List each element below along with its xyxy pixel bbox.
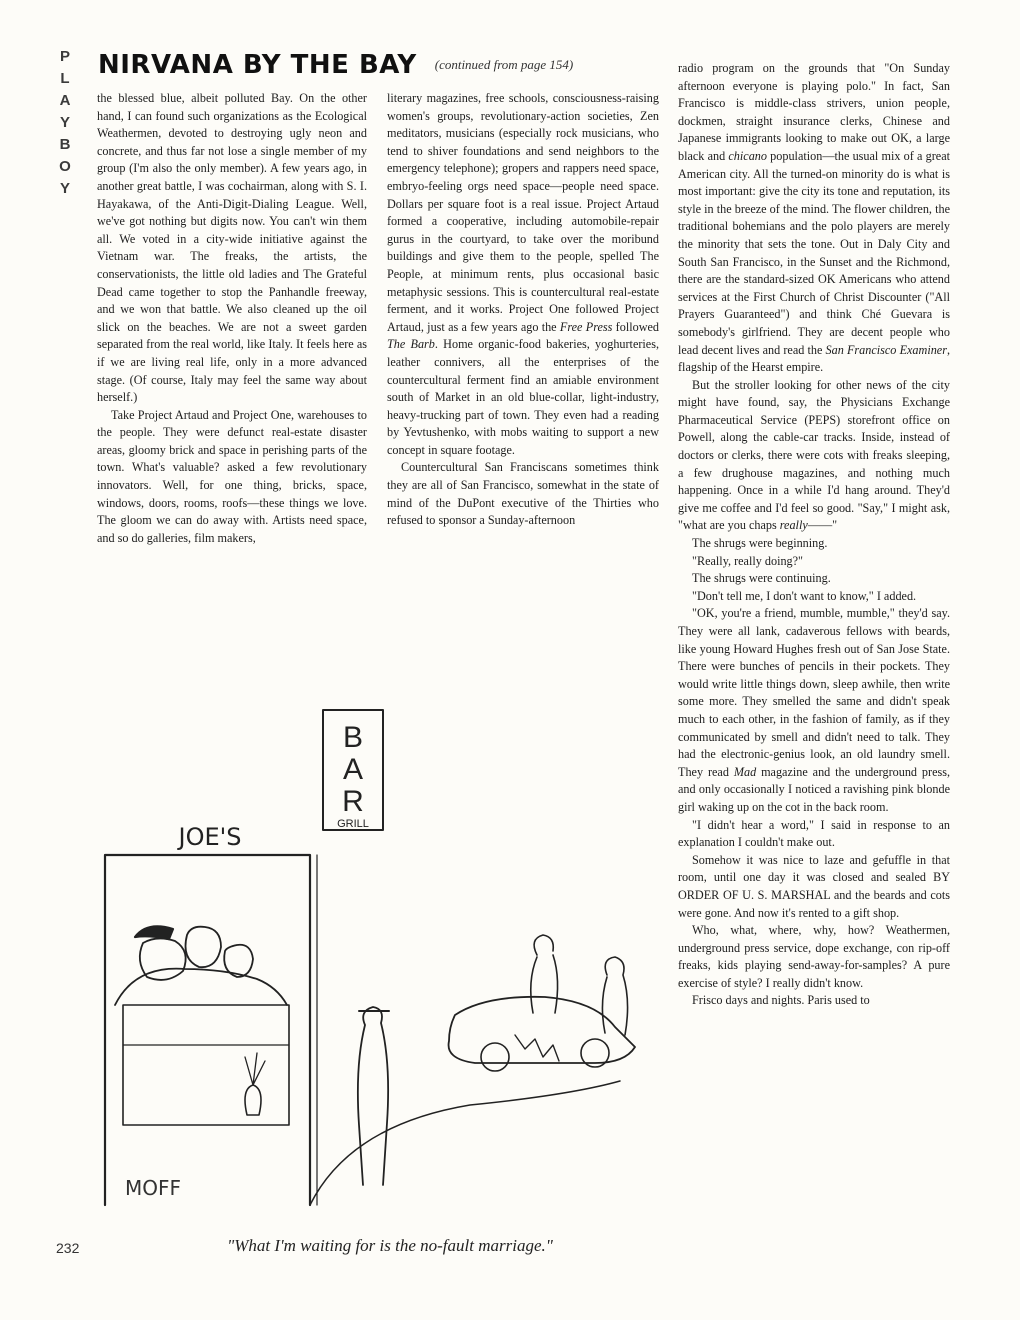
joes-sign: JOE'S: [178, 823, 242, 851]
standing-man: [358, 1007, 388, 1185]
text-column-1: [97, 90, 367, 547]
paragraph: literary magazines, free schools, consciousness-raising women's groups, revolutionary-action societies, Zen meditators, musicians (especially rock musicians, who tend to shiver foundations and send neighbors to the emergency telephone); gropers and rappers need space, embryo-feeling orgs need space—people need space. Dollars per square foot is a real issue. Project Artaud formed a cooperative, including automobile-repair gurus in the courtyard, to take over the moribund buildings and give them to the people, spelled The People, at minimum rents, plus occasional basic metaphysic sessions. This is countercultural real-estate ferment, and it works. Project One followed Project Artaud, just as a few years ago the Free Press followed The Barb. Home organic-food bakeries, yoghurteries, leather connivers, all the enterprises of the countercultural ferment find an amiable environment south of Market in an old blue-collar, light-industry, heavy-trucking part of town. They even had a reading by Yevtushenko, with mobs waiting to support a new concept in square footage.: [387, 91, 660, 457]
paragraph: "Don't tell me, I don't want to know," I added.: [692, 588, 917, 603]
building-wall: [105, 855, 310, 1205]
masthead-letter: O: [59, 158, 71, 175]
paragraph: But the stroller looking for other news of the city might have found, say, the Physicians Exchange Pharmaceutical Service (PEPS) storefront office on Powell, along the cable-car tracks. Inside, instead of doctors or clerks, there were cots with freaks sleeping, a few drughouse magazines, and nothing much happening. Once in a while I'd hang around. They'd give me coffee and I'd feel so good. "Say," I might ask, "what are you chaps really——": [678, 377, 950, 533]
page-number: 232: [56, 1240, 80, 1256]
car-owner: [531, 935, 558, 1013]
magazine-masthead-vertical: [56, 46, 74, 200]
masthead-letter: L: [60, 70, 70, 87]
bar-patron: [186, 927, 222, 967]
paragraph: Take Project Artaud and Project One, warehouses to the people. They were defunct real-estate disaster areas, gloomy brick and space in perishing parts of the town. What's valuable? asked a few revolutionary innovators. Well, for one thing, bricks, space, windows, doors, rooms, roofs—these things we love. The gloom we can do away with. Artists need space, and so do galleries, film makers,: [97, 407, 367, 545]
car-owner: [602, 957, 627, 1035]
sidewalk-curb: [310, 1081, 620, 1205]
continued-note: (continued from page 154): [434, 57, 574, 72]
paragraph: Countercultural San Franciscans sometimes think they are all of San Francisco, somewhat in the state of mind of the DuPont executive of the Thirties who refused to sponsor a Sunday-afternoon: [387, 460, 659, 528]
article-title: NIRVANA BY THE BAY: [98, 50, 417, 80]
bar-sign-letter: R: [342, 785, 364, 818]
grill-sign: GRILL: [337, 818, 369, 830]
masthead-letter: P: [59, 48, 70, 65]
text-column-3: [678, 60, 950, 1010]
window: [123, 1005, 289, 1125]
cartoon-caption: "What I'm waiting for is the no-fault marriage.": [227, 1236, 553, 1255]
paragraph: the blessed blue, albeit polluted Bay. On the other hand, I can found such organizations as the Ecological Weathermen, devoted to destroying ugly neon and concrete, and thus far not lose a single member of my group (I'm also the only member). A few years ago, in another great battle, I was cochairman, along with S. I. Hayakawa, of the Anti-Digit-Dialing League. Well, we've got nothing but digits now. You can't win them all. We voted in a city-wide initiative against the Vietnam war. The freaks, the artists, the conservationists, the little old ladies and The Grateful Dead came together to stop the Panhandle freeway, and we won that battle. We also cleaned up the oil slick on the beaches. We are not a sweet garden separated from the real world, like Italy. It feels here as if we are living real life, only in a more advanced stage. (Of course, Italy may feel the same way about herself.): [97, 91, 367, 405]
masthead-letter: B: [59, 136, 71, 153]
flower-vase: [245, 1085, 261, 1115]
paragraph: "Really, really doing?": [692, 553, 804, 568]
bar-sign-letter: B: [342, 721, 364, 754]
paragraph: "I didn't hear a word," I said in response to an explanation I couldn't make out.: [678, 817, 950, 850]
bar-sign-letter: A: [342, 753, 364, 786]
paragraph: radio program on the grounds that "On Sunday afternoon everyone is playing polo." In fact, San Francisco is middle-class strivers, union people, dockmen, straight insurance clerks, Chinese and Japanese immigrants looking to make out OK, a large black and chicano population—the usual mix of a great American city. All the turned-on minority do is what is most important: give the city its tone and reputation, its style in the breeze of the mind. The flower children, the traditional bohemians and the polo players are merely the minority that sets the tone. Out in Daly City and South San Francisco, in the Sunset and the Richmond, there are the standard-sized OK Americans who attend services at the First Church of Christ Discounter ("All Prayers Guaranteed") and think Ché Guevara is somebody's girlfriend. They are decent people who lead decent lives and read the San Francisco Examiner, flagship of the Hearst empire.: [678, 61, 950, 375]
paragraph: "OK, you're a friend, mumble, mumble," they'd say. They were all lank, cadaverous fellows with beards, like young Howard Hughes fresh out of San Jose State. There were bunches of pencils in their pockets. They would write little things down, sleep awhile, then write some more. They smelled the same and didn't speak much to each other, in the fashion of family, as if they communicated by smell and didn't need to talk. They had the electronic-genius look, an old laundry smell. They read Mad magazine and the underground press, and only occasionally I noticed a ravishing pink blonde girl waking up on the cot in the back room.: [678, 606, 951, 814]
paragraph: Somehow it was nice to laze and gefuffle in that room, until one day it was closed and sealed BY ORDER OF U. S. MARSHAL and the beards and cots were gone. And now it's rented to a gift shop.: [678, 852, 950, 920]
paragraph: Who, what, where, why, how? Weathermen, underground press service, dope exchange, con rip-off freaks, kids playing send-away-for-samples? A pure exercise of style? I really didn't know.: [678, 923, 950, 990]
paragraph: The shrugs were beginning.: [692, 536, 828, 551]
article-headline: [98, 50, 574, 86]
masthead-letter: Y: [59, 180, 70, 197]
cartoon-illustration: [95, 705, 655, 1225]
masthead-letter: Y: [59, 114, 70, 131]
paragraph: Frisco days and nights. Paris used to: [692, 993, 870, 1008]
paragraph: The shrugs were continuing.: [692, 571, 831, 586]
artist-signature: MOFF: [125, 1176, 182, 1200]
masthead-letter: A: [59, 92, 71, 109]
text-column-2: [387, 90, 659, 530]
